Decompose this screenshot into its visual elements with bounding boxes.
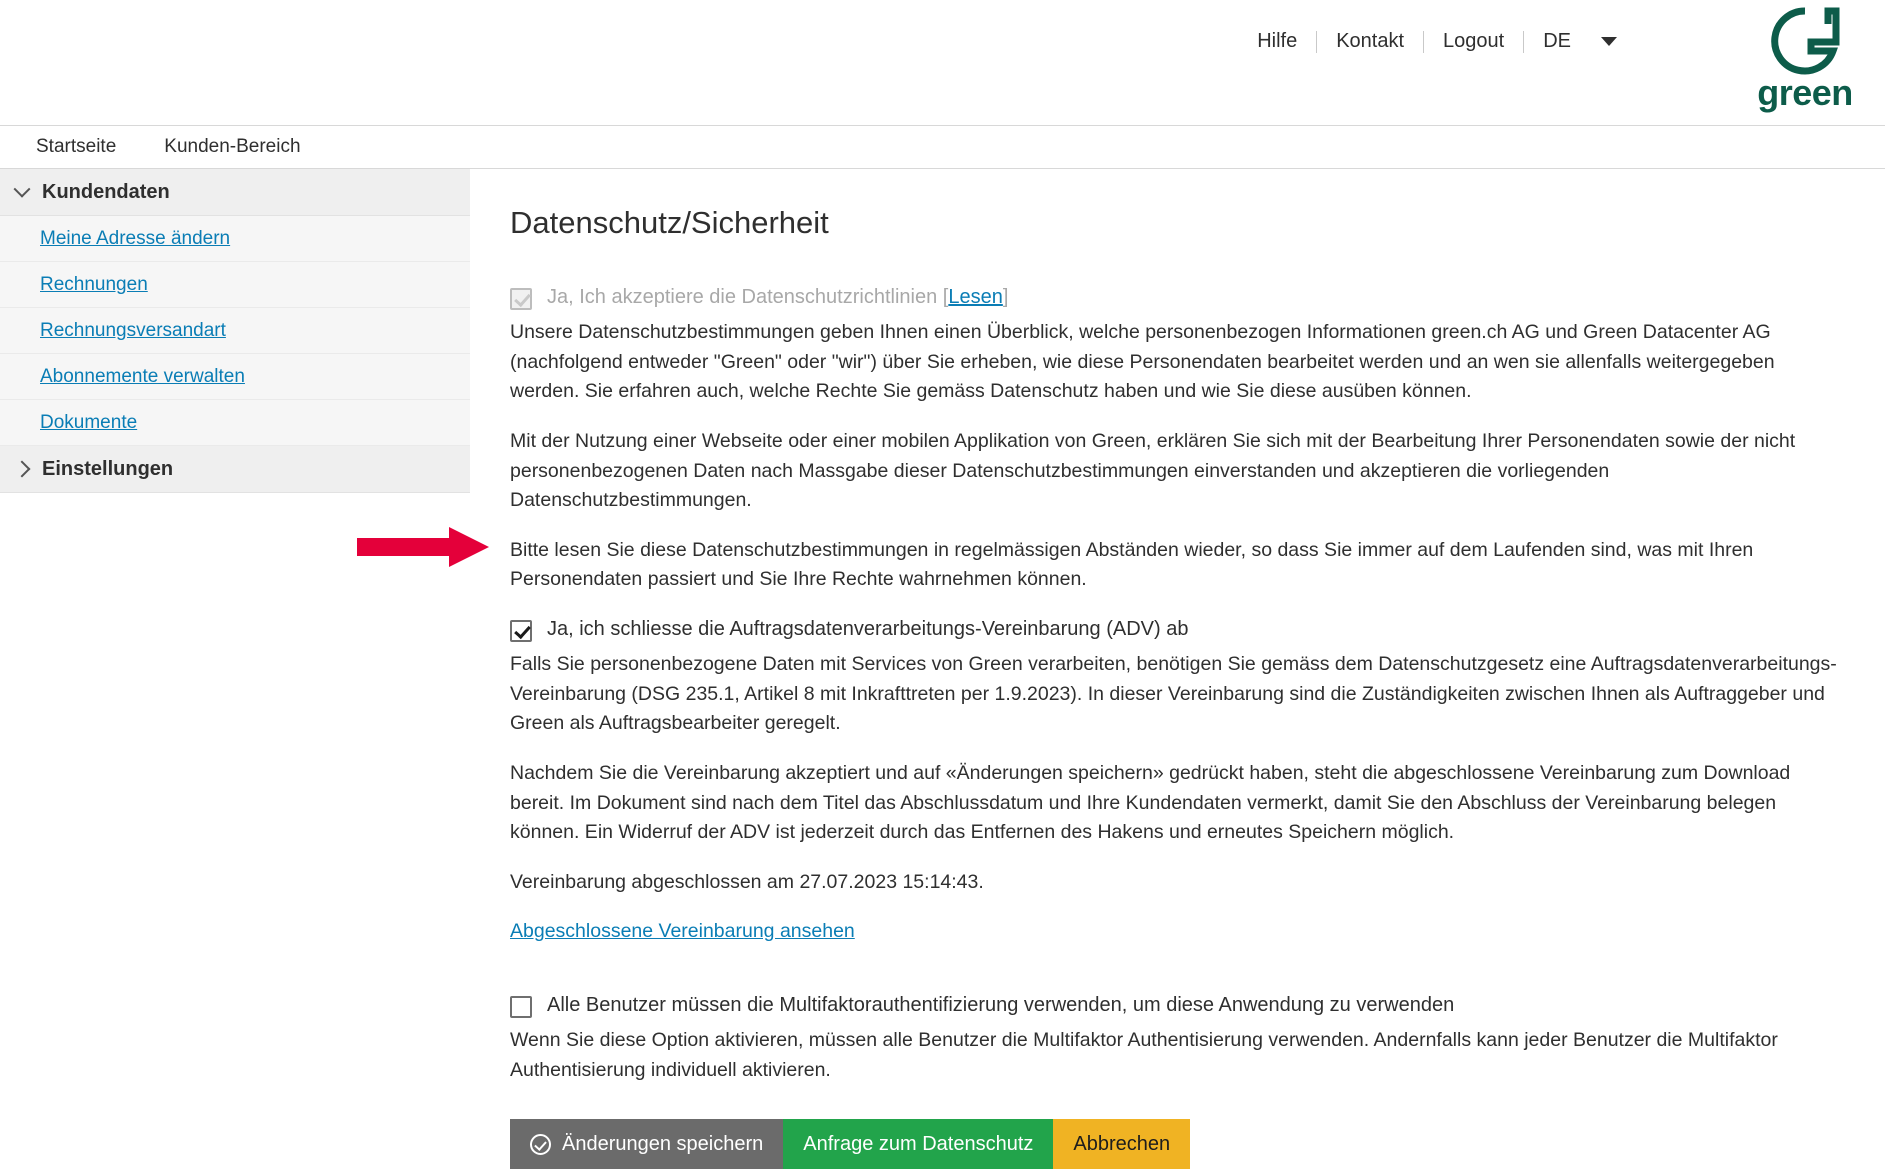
privacy-policy-label-prefix: Ja, Ich akzeptiere die Datenschutzrichtlinien [ (547, 286, 949, 308)
sidebar-items-kundendaten (0, 216, 470, 446)
utility-links (1238, 30, 1617, 53)
chevron-right-icon (14, 461, 31, 478)
chevron-down-icon (1601, 37, 1617, 46)
privacy-paragraph-2: Mit der Nutzung einer Webseite oder einer mobilen Applikation von Green, erklären Sie sich mit der Bearbeitung Ihrer Personendaten sowie der nicht personenbezogenen Daten nach Massgabe dieser Datenschutzbestimmungen einverstanden und akzeptieren die vorliegenden Datenschutzbestimmungen. (510, 429, 1796, 512)
logout-link[interactable]: Logout (1443, 30, 1505, 52)
action-buttons (510, 1119, 1845, 1169)
sidebar-item-label[interactable]: Meine Adresse ändern (40, 227, 231, 249)
language-selector[interactable] (1524, 30, 1617, 53)
privacy-paragraph-3: Bitte lesen Sie diese Datenschutzbestimmungen in regelmässigen Abständen wieder, so dass Sie immer auf dem Laufenden sind, was mit Ihren Personendaten passiert und Sie Ihre Rechte wahrnehmen können. (510, 538, 1754, 591)
adv-checkbox[interactable] (510, 620, 532, 642)
page-title: Datenschutz/Sicherheit (510, 205, 829, 240)
privacy-policy-label (547, 283, 1008, 312)
chevron-down-icon (14, 181, 31, 198)
pointer-arrow-annotation (357, 527, 497, 567)
mfa-block (510, 991, 1845, 1085)
privacy-paragraph-1: Unsere Datenschutzbestimmungen geben Ihnen einen Überblick, welche personenbezogen Informationen green.ch AG und Green Datacenter AG (nachfolgend entweder "Green" oder "wir") über Sie erheben, wie diese Personendaten bearbeitet werden und an wen sie allenfalls weitergegeben werden. Sie erfahren auch, welche Rechte Sie gemäss Datenschutz haben und wie Sie diese ausüben können. (510, 321, 1775, 403)
privacy-policy-checkbox[interactable] (510, 288, 532, 310)
mfa-label: Alle Benutzer müssen die Multifaktorauthentifizierung verwenden, um diese Anwendung zu verwenden (547, 994, 1455, 1016)
save-button-label: Änderungen speichern (562, 1132, 764, 1155)
privacy-policy-checkbox-row (510, 283, 1845, 312)
sidebar-section-label: Kundendaten (42, 180, 170, 203)
sidebar-item-dokumente[interactable] (0, 400, 470, 446)
nav-item-kunden-bereich[interactable]: Kunden-Bereich (164, 136, 301, 157)
nav-item-startseite[interactable]: Startseite (36, 136, 117, 157)
adv-agreement-link[interactable]: Abgeschlossene Vereinbarung ansehen (510, 920, 855, 943)
sidebar-item-meine-adresse-aendern[interactable] (0, 216, 470, 262)
sidebar-section-kundendaten[interactable] (0, 169, 470, 216)
cancel-button-label: Abbrechen (1073, 1132, 1171, 1155)
adv-checkbox-row (510, 615, 1845, 644)
save-button[interactable] (510, 1119, 783, 1169)
cancel-button[interactable] (1053, 1119, 1190, 1169)
green-logo-text: green (1757, 72, 1853, 113)
adv-paragraph-2: Nachdem Sie die Vereinbarung akzeptiert und auf «Änderungen speichern» gedrückt haben, steht die abgeschlossene Vereinbarung zum Download bereit. Im Dokument sind nach dem Titel das Abschlussdatum und Ihre Kundendaten vermerkt, damit Sie den Abschluss der Vereinbarung belegen können. Ein Widerruf der ADV ist jederzeit durch das Entfernen des Hakens und erneutes Speichern möglich. (510, 761, 1791, 844)
main-nav (0, 126, 1885, 169)
language-label: DE (1543, 30, 1571, 52)
adv-status-text: Vereinbarung abgeschlossen am 27.07.2023 15:14:43. (510, 870, 984, 893)
green-logo-icon (1770, 6, 1840, 76)
sidebar (0, 169, 470, 1172)
sidebar-item-abonnemente-verwalten[interactable] (0, 354, 470, 400)
adv-paragraph-1: Falls Sie personenbezogene Daten mit Services von Green verarbeiten, benötigen Sie gemäss dem Datenschutzgesetz eine Auftragsdatenverarbeitungs-Vereinbarung (DSG 235.1, Artikel 8 mit Inkrafttreten per 1.9.2023). In dieser Vereinbarung sind die Zuständigkeiten zwischen Ihnen als Auftraggeber und Green als Auftragsbearbeiter geregelt. (510, 653, 1837, 735)
sidebar-item-label[interactable]: Rechnungen (40, 273, 148, 295)
top-bar (0, 0, 1885, 126)
help-link[interactable]: Hilfe (1257, 30, 1298, 52)
sidebar-item-label[interactable]: Abonnemente verwalten (40, 365, 245, 387)
sidebar-item-rechnungsversandart[interactable] (0, 308, 470, 354)
main-content (470, 169, 1885, 1172)
adv-label: Ja, ich schliesse die Auftragsdatenverarbeitungs-Vereinbarung (ADV) ab (547, 618, 1189, 640)
sidebar-item-rechnungen[interactable] (0, 262, 470, 308)
privacy-request-button[interactable] (783, 1119, 1053, 1169)
sidebar-section-einstellungen[interactable] (0, 446, 470, 493)
privacy-request-button-label: Anfrage zum Datenschutz (803, 1132, 1034, 1155)
mfa-paragraph: Wenn Sie diese Option aktivieren, müssen alle Benutzer die Multifaktor Authentisierung verwenden. Andernfalls kann jeder Benutzer die Multifaktor Authentisierung individuell aktivieren. (510, 1029, 1778, 1081)
page-body (0, 169, 1885, 1172)
green-logo (1743, 6, 1867, 114)
mfa-checkbox[interactable] (510, 996, 532, 1018)
check-circle-icon (530, 1134, 551, 1155)
adv-block (510, 615, 1845, 947)
privacy-policy-label-suffix: ] (1002, 286, 1009, 308)
sidebar-section-label: Einstellungen (42, 457, 174, 480)
mfa-checkbox-row (510, 991, 1845, 1020)
contact-link[interactable]: Kontakt (1336, 30, 1405, 52)
sidebar-item-label[interactable]: Dokumente (40, 411, 138, 433)
sidebar-item-label[interactable]: Rechnungsversandart (40, 319, 226, 341)
privacy-policy-block (510, 283, 1845, 595)
privacy-policy-read-link[interactable]: Lesen (948, 286, 1003, 308)
